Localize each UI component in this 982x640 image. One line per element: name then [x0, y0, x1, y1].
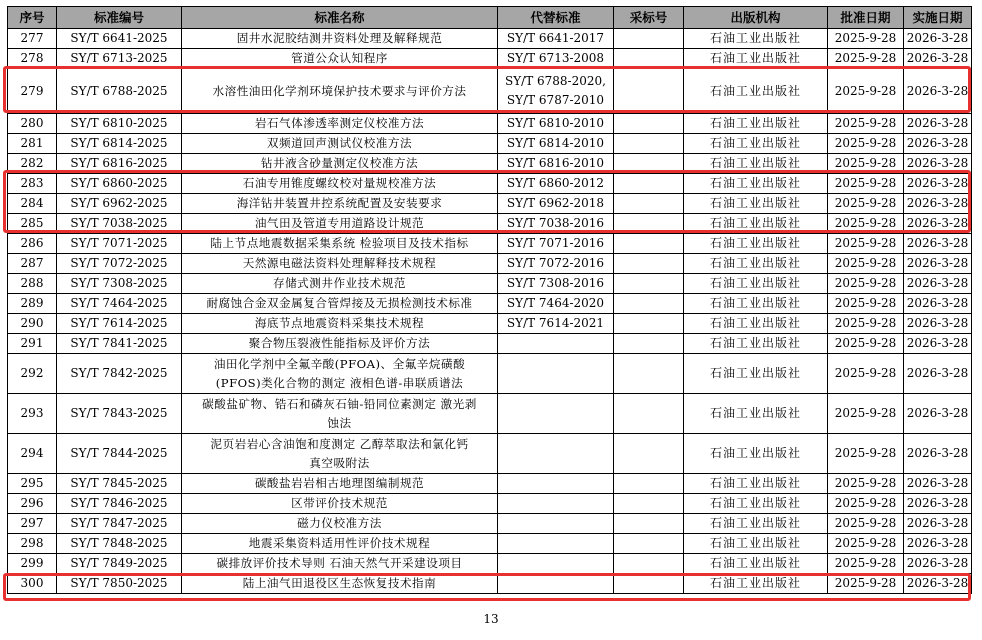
cell-no: 281: [8, 134, 57, 154]
cell-no: 277: [8, 29, 57, 49]
cell-adopt: [614, 234, 684, 254]
cell-replace: [498, 434, 614, 474]
cell-name: 磁力仪校准方法: [182, 514, 498, 534]
cell-name: 钻井液含砂量测定仪校准方法: [182, 154, 498, 174]
cell-publisher: 石油工业出版社: [684, 29, 828, 49]
cell-no: 297: [8, 514, 57, 534]
cell-name: 固井水泥胶结测井资料处理及解释规范: [182, 29, 498, 49]
cell-implement-date: 2026-3-28: [904, 214, 972, 234]
cell-name: 碳酸盐岩岩相古地理图编制规范: [182, 474, 498, 494]
cell-no: 298: [8, 534, 57, 554]
table-row: [8, 114, 972, 134]
cell-publisher: 石油工业出版社: [684, 314, 828, 334]
header-row: [8, 7, 972, 29]
table-row: [8, 234, 972, 254]
cell-adopt: [614, 554, 684, 574]
table-row: [8, 574, 972, 594]
table-row: [8, 294, 972, 314]
cell-approve-date: 2025-9-28: [828, 554, 904, 574]
cell-no: 286: [8, 234, 57, 254]
table-row: [8, 314, 972, 334]
cell-adopt: [614, 134, 684, 154]
cell-replace: SY/T 6816-2010: [498, 154, 614, 174]
cell-adopt: [614, 154, 684, 174]
cell-name: 水溶性油田化学剂环境保护技术要求与评价方法: [182, 69, 498, 114]
cell-approve-date: 2025-9-28: [828, 534, 904, 554]
cell-approve-date: 2025-9-28: [828, 434, 904, 474]
cell-code: SY/T 7843-2025: [57, 394, 182, 434]
cell-code: SY/T 7842-2025: [57, 354, 182, 394]
cell-approve-date: 2025-9-28: [828, 194, 904, 214]
cell-approve-date: 2025-9-28: [828, 494, 904, 514]
cell-replace: SY/T 7464-2020: [498, 294, 614, 314]
cell-name: 石油专用锥度螺纹校对量规校准方法: [182, 174, 498, 194]
table-row: [8, 69, 972, 114]
table-row: [8, 354, 972, 394]
cell-publisher: 石油工业出版社: [684, 534, 828, 554]
cell-implement-date: 2026-3-28: [904, 314, 972, 334]
cell-replace: [498, 554, 614, 574]
cell-no: 278: [8, 49, 57, 69]
cell-code: SY/T 7846-2025: [57, 494, 182, 514]
cell-replace: SY/T 7072-2016: [498, 254, 614, 274]
cell-approve-date: 2025-9-28: [828, 49, 904, 69]
cell-implement-date: 2026-3-28: [904, 394, 972, 434]
table-row: [8, 134, 972, 154]
cell-code: SY/T 7464-2025: [57, 294, 182, 314]
table-row: [8, 494, 972, 514]
cell-implement-date: 2026-3-28: [904, 474, 972, 494]
cell-name: 海底节点地震资料采集技术规程: [182, 314, 498, 334]
cell-publisher: 石油工业出版社: [684, 474, 828, 494]
cell-no: 282: [8, 154, 57, 174]
cell-replace: SY/T 6860-2012: [498, 174, 614, 194]
cell-publisher: 石油工业出版社: [684, 394, 828, 434]
cell-approve-date: 2025-9-28: [828, 334, 904, 354]
cell-approve-date: 2025-9-28: [828, 234, 904, 254]
cell-publisher: 石油工业出版社: [684, 494, 828, 514]
cell-no: 280: [8, 114, 57, 134]
cell-code: SY/T 6810-2025: [57, 114, 182, 134]
cell-replace: [498, 394, 614, 434]
cell-no: 300: [8, 574, 57, 594]
table-row: [8, 514, 972, 534]
cell-replace: SY/T 7071-2016: [498, 234, 614, 254]
cell-no: 291: [8, 334, 57, 354]
cell-name: 碳酸盐矿物、锆石和磷灰石铀-铅同位素测定 激光剥 蚀法: [182, 394, 498, 434]
cell-implement-date: 2026-3-28: [904, 154, 972, 174]
cell-implement-date: 2026-3-28: [904, 69, 972, 114]
table-row: [8, 274, 972, 294]
cell-implement-date: 2026-3-28: [904, 574, 972, 594]
cell-approve-date: 2025-9-28: [828, 574, 904, 594]
cell-publisher: 石油工业出版社: [684, 574, 828, 594]
cell-name: 地震采集资料适用性评价技术规程: [182, 534, 498, 554]
cell-implement-date: 2026-3-28: [904, 554, 972, 574]
cell-code: SY/T 7071-2025: [57, 234, 182, 254]
cell-publisher: 石油工业出版社: [684, 69, 828, 114]
header-code: 标准编号: [57, 7, 182, 29]
header-implement-date: 实施日期: [904, 7, 972, 29]
cell-replace: [498, 474, 614, 494]
cell-no: 284: [8, 194, 57, 214]
cell-replace: SY/T 7614-2021: [498, 314, 614, 334]
cell-approve-date: 2025-9-28: [828, 314, 904, 334]
cell-publisher: 石油工业出版社: [684, 114, 828, 134]
cell-adopt: [614, 334, 684, 354]
cell-implement-date: 2026-3-28: [904, 494, 972, 514]
cell-name: 油气田及管道专用道路设计规范: [182, 214, 498, 234]
cell-adopt: [614, 534, 684, 554]
cell-name: 存储式测井作业技术规范: [182, 274, 498, 294]
cell-implement-date: 2026-3-28: [904, 274, 972, 294]
page-number: 13: [483, 612, 499, 626]
cell-adopt: [614, 474, 684, 494]
cell-name: 管道公众认知程序: [182, 49, 498, 69]
cell-adopt: [614, 49, 684, 69]
cell-implement-date: 2026-3-28: [904, 194, 972, 214]
table-row: [8, 474, 972, 494]
cell-code: SY/T 7844-2025: [57, 434, 182, 474]
cell-publisher: 石油工业出版社: [684, 434, 828, 474]
cell-adopt: [614, 174, 684, 194]
cell-publisher: 石油工业出版社: [684, 214, 828, 234]
cell-no: 289: [8, 294, 57, 314]
cell-name: 陆上油气田退役区生态恢复技术指南: [182, 574, 498, 594]
cell-code: SY/T 7308-2025: [57, 274, 182, 294]
cell-approve-date: 2025-9-28: [828, 354, 904, 394]
header-approve-date: 批准日期: [828, 7, 904, 29]
cell-approve-date: 2025-9-28: [828, 474, 904, 494]
cell-no: 288: [8, 274, 57, 294]
cell-replace: [498, 514, 614, 534]
cell-approve-date: 2025-9-28: [828, 114, 904, 134]
cell-adopt: [614, 274, 684, 294]
standards-table: [7, 6, 972, 594]
cell-no: 295: [8, 474, 57, 494]
cell-implement-date: 2026-3-28: [904, 234, 972, 254]
cell-code: SY/T 6814-2025: [57, 134, 182, 154]
cell-replace: SY/T 6641-2017: [498, 29, 614, 49]
cell-implement-date: 2026-3-28: [904, 49, 972, 69]
cell-code: SY/T 6816-2025: [57, 154, 182, 174]
cell-code: SY/T 7614-2025: [57, 314, 182, 334]
cell-code: SY/T 7847-2025: [57, 514, 182, 534]
cell-implement-date: 2026-3-28: [904, 174, 972, 194]
cell-implement-date: 2026-3-28: [904, 334, 972, 354]
cell-replace: SY/T 6962-2018: [498, 194, 614, 214]
cell-publisher: 石油工业出版社: [684, 174, 828, 194]
cell-no: 292: [8, 354, 57, 394]
cell-implement-date: 2026-3-28: [904, 354, 972, 394]
cell-approve-date: 2025-9-28: [828, 29, 904, 49]
cell-adopt: [614, 294, 684, 314]
cell-adopt: [614, 254, 684, 274]
cell-no: 293: [8, 394, 57, 434]
cell-replace: [498, 574, 614, 594]
cell-publisher: 石油工业出版社: [684, 254, 828, 274]
cell-code: SY/T 7849-2025: [57, 554, 182, 574]
cell-publisher: 石油工业出版社: [684, 554, 828, 574]
table-row: [8, 174, 972, 194]
table-row: [8, 154, 972, 174]
cell-approve-date: 2025-9-28: [828, 254, 904, 274]
table-row: [8, 254, 972, 274]
cell-adopt: [614, 434, 684, 474]
cell-replace: [498, 334, 614, 354]
cell-implement-date: 2026-3-28: [904, 534, 972, 554]
cell-replace: [498, 534, 614, 554]
cell-replace: SY/T 6814-2010: [498, 134, 614, 154]
cell-code: SY/T 7848-2025: [57, 534, 182, 554]
cell-no: 299: [8, 554, 57, 574]
cell-no: 285: [8, 214, 57, 234]
cell-adopt: [614, 314, 684, 334]
cell-replace: [498, 494, 614, 514]
cell-implement-date: 2026-3-28: [904, 514, 972, 534]
table-row: [8, 49, 972, 69]
cell-adopt: [614, 354, 684, 394]
cell-code: SY/T 6788-2025: [57, 69, 182, 114]
cell-approve-date: 2025-9-28: [828, 294, 904, 314]
header-replace: 代替标准: [498, 7, 614, 29]
cell-name: 区带评价技术规范: [182, 494, 498, 514]
table-row: [8, 214, 972, 234]
cell-name: 岩石气体渗透率测定仪校准方法: [182, 114, 498, 134]
cell-name: 陆上节点地震数据采集系统 检验项目及技术指标: [182, 234, 498, 254]
cell-publisher: 石油工业出版社: [684, 274, 828, 294]
cell-publisher: 石油工业出版社: [684, 354, 828, 394]
cell-adopt: [614, 69, 684, 114]
table-row: [8, 554, 972, 574]
cell-code: SY/T 7841-2025: [57, 334, 182, 354]
cell-adopt: [614, 574, 684, 594]
cell-adopt: [614, 214, 684, 234]
cell-publisher: 石油工业出版社: [684, 134, 828, 154]
cell-replace: SY/T 6713-2008: [498, 49, 614, 69]
header-publisher: 出版机构: [684, 7, 828, 29]
header-adopt: 采标号: [614, 7, 684, 29]
cell-publisher: 石油工业出版社: [684, 49, 828, 69]
cell-implement-date: 2026-3-28: [904, 294, 972, 314]
cell-publisher: 石油工业出版社: [684, 334, 828, 354]
cell-publisher: 石油工业出版社: [684, 514, 828, 534]
cell-replace: [498, 354, 614, 394]
cell-code: SY/T 7038-2025: [57, 214, 182, 234]
cell-code: SY/T 7072-2025: [57, 254, 182, 274]
cell-no: 279: [8, 69, 57, 114]
cell-code: SY/T 7845-2025: [57, 474, 182, 494]
cell-code: SY/T 7850-2025: [57, 574, 182, 594]
cell-name: 泥页岩岩心含油饱和度测定 乙醇萃取法和氯化钙 真空吸附法: [182, 434, 498, 474]
cell-code: SY/T 6860-2025: [57, 174, 182, 194]
cell-replace: SY/T 6788-2020, SY/T 6787-2010: [498, 69, 614, 114]
cell-implement-date: 2026-3-28: [904, 29, 972, 49]
cell-no: 296: [8, 494, 57, 514]
cell-name: 碳排放评价技术导则 石油天然气开采建设项目: [182, 554, 498, 574]
cell-no: 287: [8, 254, 57, 274]
cell-name: 双频道回声测试仪校准方法: [182, 134, 498, 154]
cell-no: 283: [8, 174, 57, 194]
cell-publisher: 石油工业出版社: [684, 154, 828, 174]
cell-adopt: [614, 494, 684, 514]
cell-publisher: 石油工业出版社: [684, 234, 828, 254]
cell-approve-date: 2025-9-28: [828, 69, 904, 114]
cell-adopt: [614, 194, 684, 214]
table-row: [8, 434, 972, 474]
cell-code: SY/T 6713-2025: [57, 49, 182, 69]
cell-approve-date: 2025-9-28: [828, 134, 904, 154]
cell-no: 294: [8, 434, 57, 474]
cell-adopt: [614, 29, 684, 49]
table-row: [8, 394, 972, 434]
cell-no: 290: [8, 314, 57, 334]
cell-approve-date: 2025-9-28: [828, 394, 904, 434]
cell-implement-date: 2026-3-28: [904, 434, 972, 474]
cell-replace: SY/T 7308-2016: [498, 274, 614, 294]
table-row: [8, 194, 972, 214]
cell-adopt: [614, 394, 684, 434]
cell-name: 天然源电磁法资料处理解释技术规程: [182, 254, 498, 274]
cell-approve-date: 2025-9-28: [828, 274, 904, 294]
cell-publisher: 石油工业出版社: [684, 294, 828, 314]
cell-approve-date: 2025-9-28: [828, 174, 904, 194]
cell-implement-date: 2026-3-28: [904, 254, 972, 274]
cell-code: SY/T 6962-2025: [57, 194, 182, 214]
cell-name: 聚合物压裂液性能指标及评价方法: [182, 334, 498, 354]
cell-code: SY/T 6641-2025: [57, 29, 182, 49]
header-no: 序号: [8, 7, 57, 29]
cell-name: 耐腐蚀合金双金属复合管焊接及无损检测技术标准: [182, 294, 498, 314]
header-name: 标准名称: [182, 7, 498, 29]
cell-replace: SY/T 6810-2010: [498, 114, 614, 134]
cell-name: 油田化学剂中全氟辛酸(PFOA)、全氟辛烷磺酸 (PFOS)类化合物的测定 液相色谱-串联质谱法: [182, 354, 498, 394]
cell-implement-date: 2026-3-28: [904, 114, 972, 134]
cell-approve-date: 2025-9-28: [828, 514, 904, 534]
table-row: [8, 534, 972, 554]
cell-approve-date: 2025-9-28: [828, 214, 904, 234]
cell-adopt: [614, 114, 684, 134]
cell-approve-date: 2025-9-28: [828, 154, 904, 174]
cell-name: 海洋钻井装置井控系统配置及安装要求: [182, 194, 498, 214]
cell-replace: SY/T 7038-2016: [498, 214, 614, 234]
cell-publisher: 石油工业出版社: [684, 194, 828, 214]
cell-adopt: [614, 514, 684, 534]
cell-implement-date: 2026-3-28: [904, 134, 972, 154]
table-row: [8, 334, 972, 354]
table-row: [8, 29, 972, 49]
